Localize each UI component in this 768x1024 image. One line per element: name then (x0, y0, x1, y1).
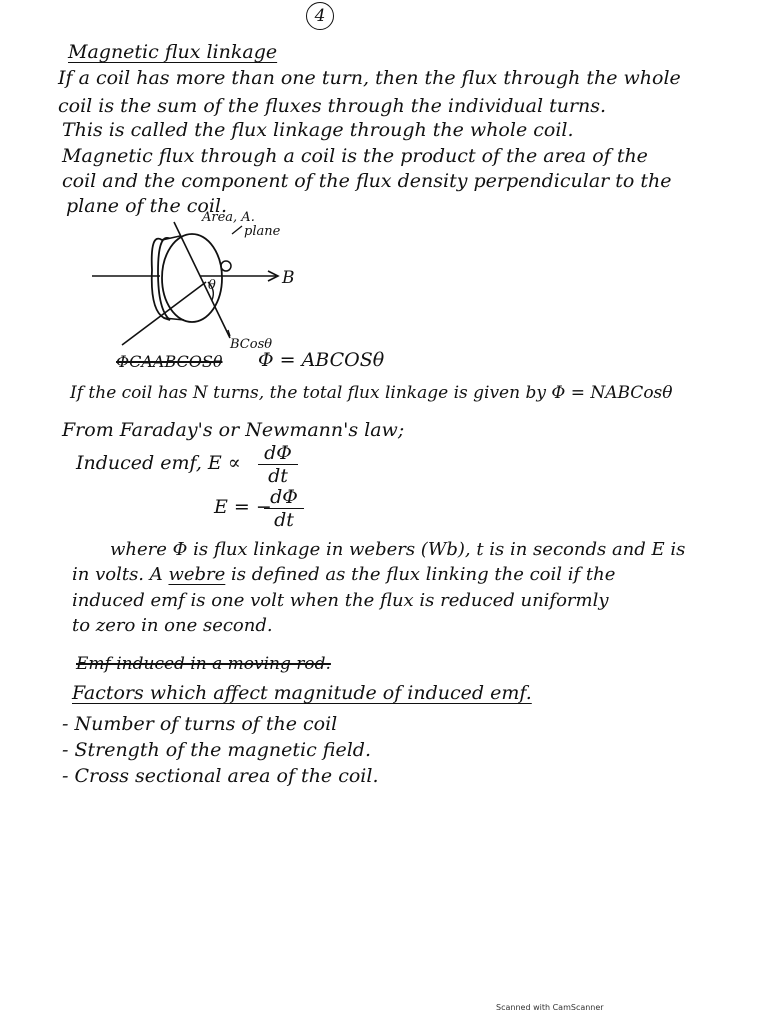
factor-item-3: - Cross sectional area of the coil. (62, 765, 379, 787)
emf-equation-denominator: dt (274, 509, 294, 531)
n-turns-line: If the coil has N turns, the total flux linkage is given by Φ = NABCosθ (70, 383, 673, 403)
faraday-line: From Faraday's or Newmann's law; (62, 419, 405, 441)
emf-equation-numerator: dΦ (264, 486, 304, 509)
where-line-4: to zero in one second. (72, 615, 273, 636)
induced-emf-numerator: dΦ (258, 442, 298, 465)
where-line-2-end: is defined as the flux linking the coil if the (225, 564, 616, 585)
induced-emf-denominator: dt (268, 465, 288, 487)
crossed-formula: ΦCAABCOSθ (116, 352, 223, 371)
emf-equation-prefix: E = − (214, 496, 272, 518)
angle-label: θ (208, 278, 216, 293)
induced-emf-prefix: Induced emf, E ∝ (76, 452, 241, 474)
where-line-1: where Φ is flux linkage in webers (Wb), t is in seconds and E is (110, 539, 686, 560)
intro-line-5: coil and the component of the flux density perpendicular to the (62, 170, 672, 192)
intro-line-3: This is called the flux linkage through the whole coil. (62, 119, 574, 141)
component-label: BCosθ (230, 337, 273, 352)
page-number: 4 (306, 2, 334, 30)
flux-formula: Φ = ABCOSθ (258, 349, 385, 371)
intro-line-4: Magnetic flux through a coil is the product of the area of the (62, 145, 648, 167)
factor-item-2: - Strength of the magnetic field. (62, 739, 371, 761)
weber-term: webre (168, 564, 226, 585)
plane-pointer (232, 226, 242, 234)
section-title: Magnetic flux linkage (68, 41, 278, 63)
where-line-2-start: in volts. A (72, 564, 169, 585)
field-label: B (282, 268, 295, 288)
area-label: Area, A. (202, 210, 255, 225)
center-marker (221, 261, 231, 271)
factor-item-1: - Number of turns of the coil (62, 713, 338, 735)
where-line-3: induced emf is one volt when the flux is reduced uniformly (72, 590, 609, 611)
crossed-heading: Emf induced in a moving rod. (76, 654, 331, 674)
intro-line-6: plane of the coil. (66, 195, 228, 217)
where-line-2 (72, 563, 615, 587)
scanner-footer: Scanned with CamScanner (496, 1003, 604, 1012)
factors-heading: Factors which affect magnitude of induced emf. (72, 682, 532, 704)
emf-equation-fraction (264, 486, 304, 531)
intro-line-1: If a coil has more than one turn, then the flux through the whole (58, 67, 681, 89)
plane-label: plane (244, 224, 281, 239)
intro-line-2: coil is the sum of the fluxes through the individual turns. (58, 95, 607, 117)
induced-emf-fraction (258, 442, 298, 487)
